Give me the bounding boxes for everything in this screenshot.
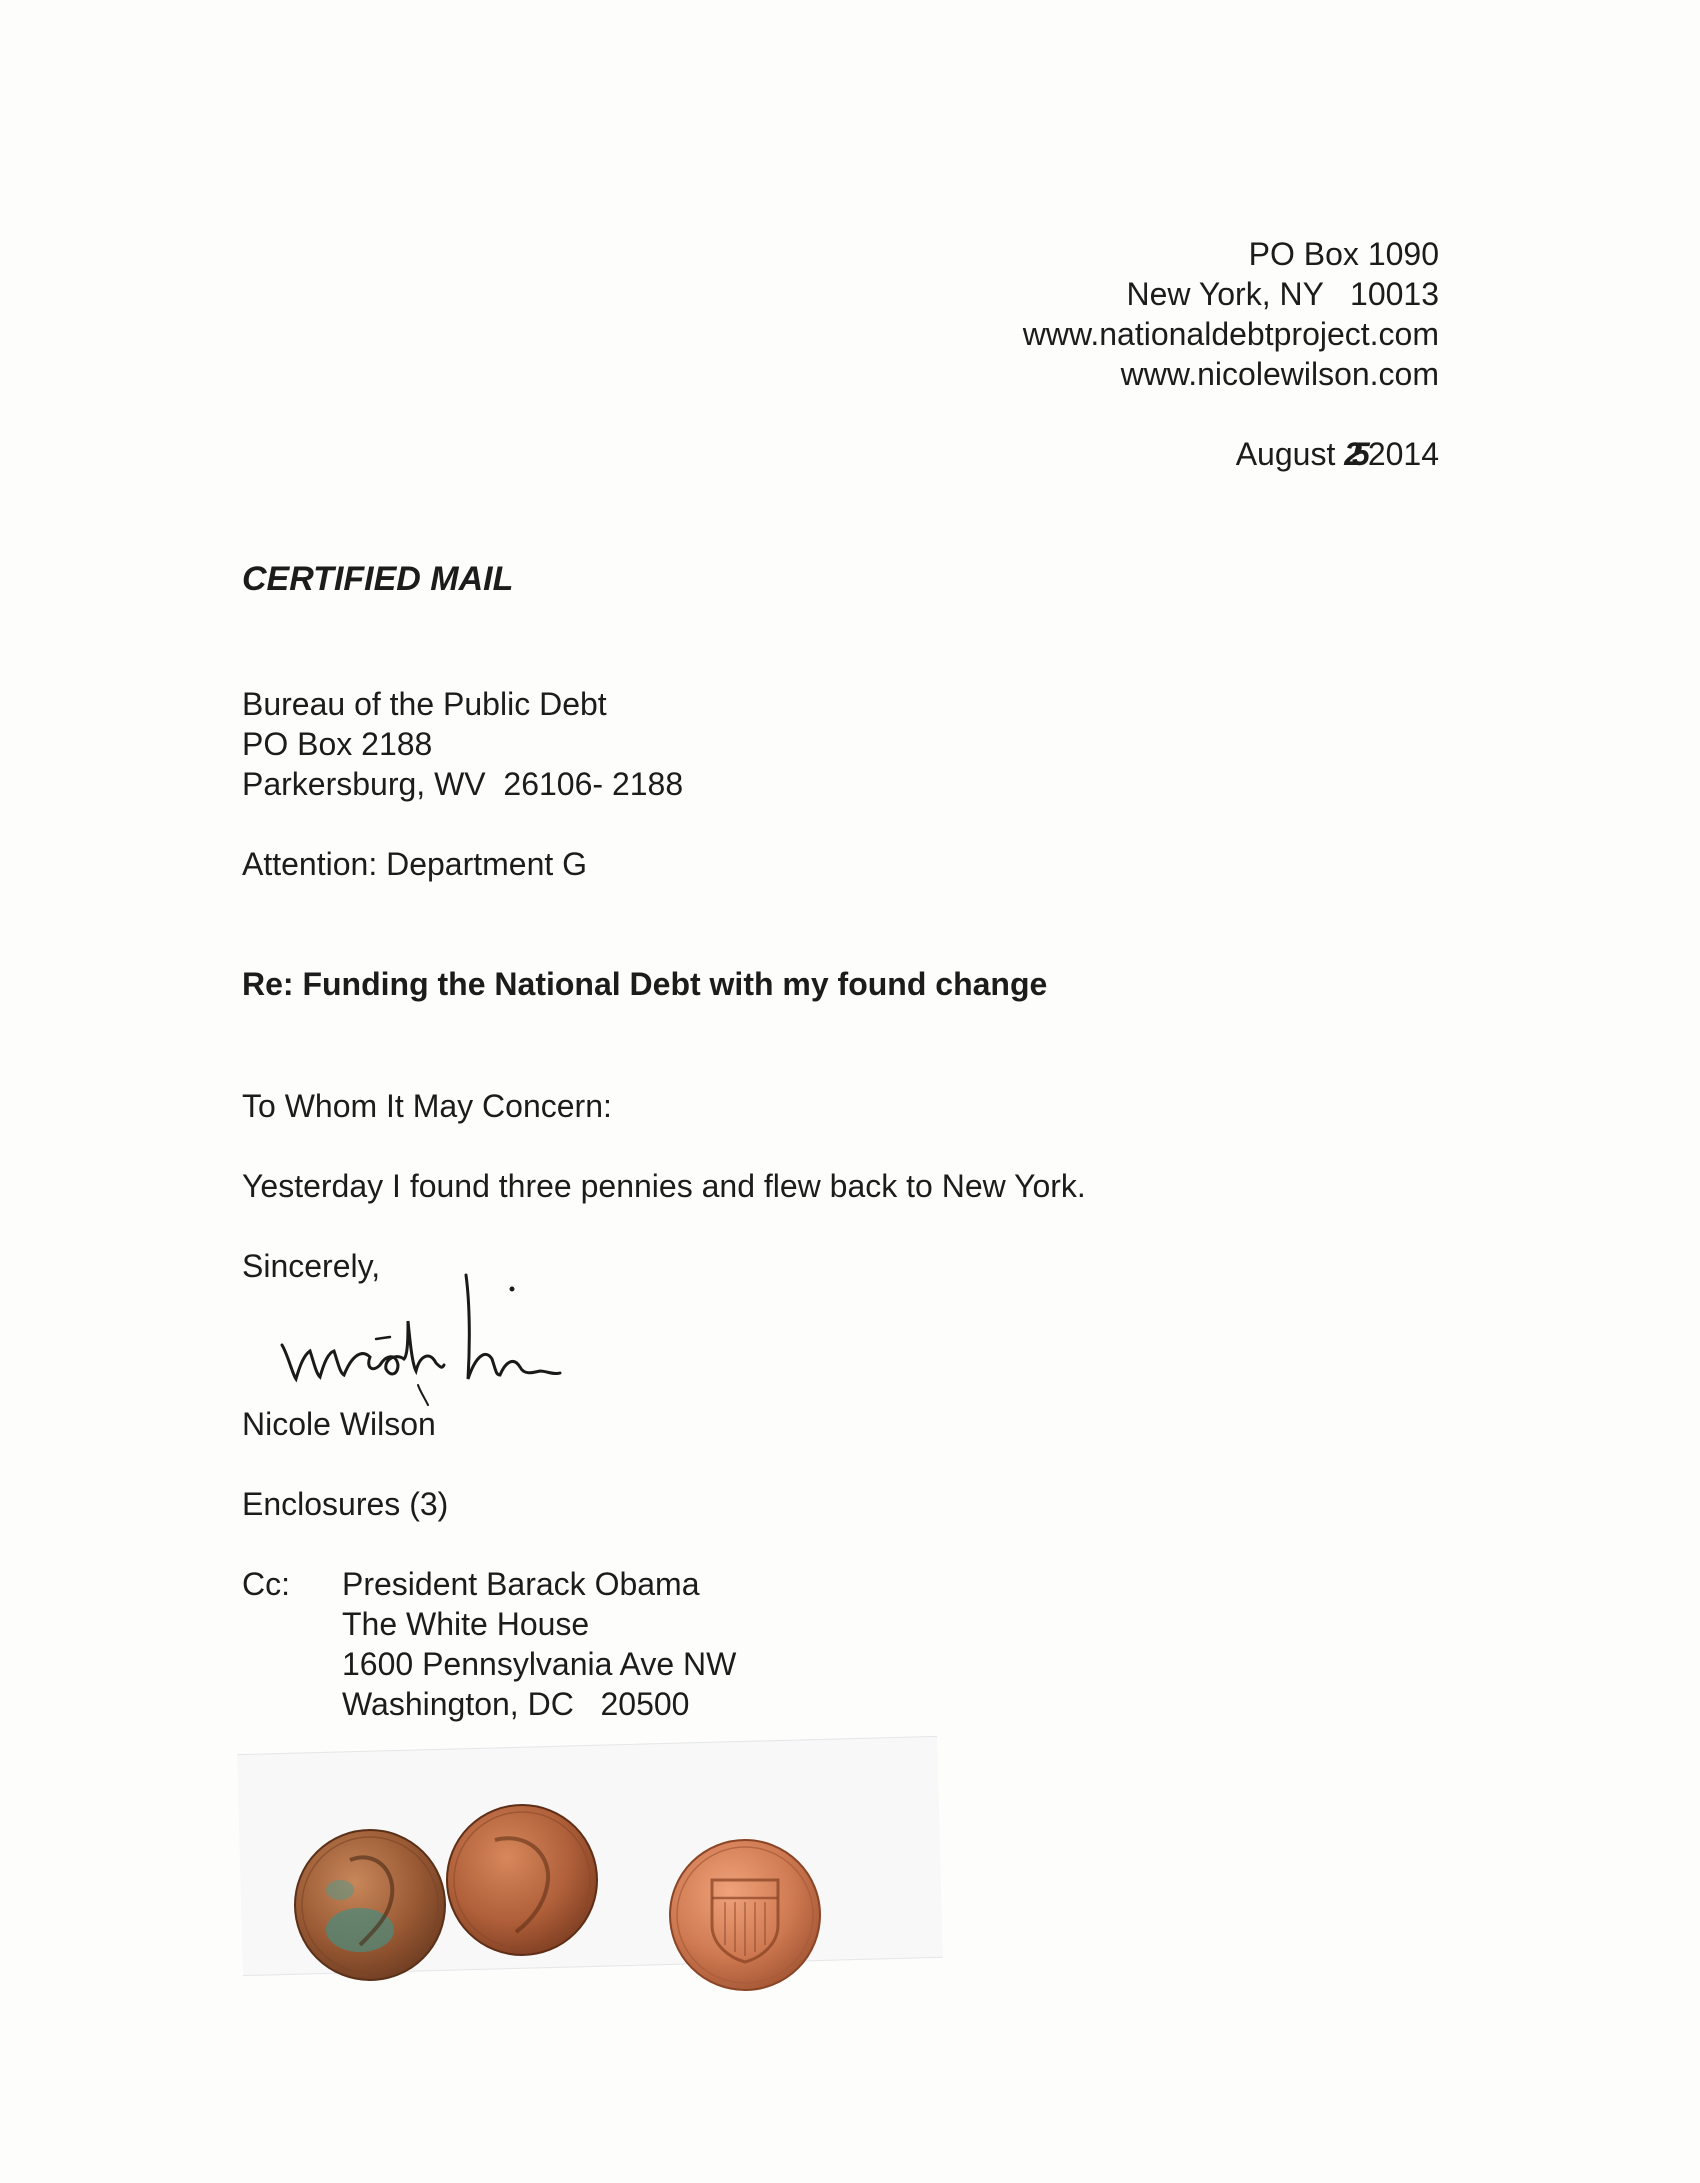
attention-line: Attention: Department G <box>242 846 588 882</box>
recipient-name: Bureau of the Public Debt <box>242 686 607 722</box>
penny-reverse-shield <box>670 1840 820 1990</box>
certified-mail-heading: CERTIFIED MAIL <box>242 560 514 598</box>
recipient-po-box: PO Box 2188 <box>242 726 433 762</box>
closing: Sincerely, <box>242 1248 381 1284</box>
sender-website-personal[interactable]: www.nicolewilson.com <box>1120 356 1439 392</box>
penny-obverse-worn <box>295 1830 445 1980</box>
cc-address <box>342 1564 736 1724</box>
cc-city: Washington, DC 20500 <box>342 1686 690 1722</box>
letter-date <box>1236 434 1439 474</box>
sender-address <box>1023 234 1439 394</box>
date-day: 25 <box>1344 436 1360 472</box>
sender-website-project[interactable]: www.nationaldebtproject.com <box>1022 316 1439 352</box>
signer-name: Nicole Wilson <box>242 1406 436 1442</box>
cc-street: 1600 Pennsylvania Ave NW <box>342 1646 737 1682</box>
date-year: 2014 <box>1367 436 1439 472</box>
salutation: To Whom It May Concern: <box>242 1088 612 1124</box>
enclosures-line: Enclosures (3) <box>242 1486 449 1522</box>
cc-label: Cc: <box>242 1566 290 1602</box>
cc-organization: The White House <box>342 1606 590 1642</box>
recipient-city: Parkersburg, WV 26106- 2188 <box>242 766 684 802</box>
handwritten-signature <box>270 1255 650 1415</box>
subject-line: Re: Funding the National Debt with my found change <box>242 966 1048 1002</box>
sender-city: New York, NY 10013 <box>1126 276 1439 312</box>
body-paragraph: Yesterday I found three pennies and flew back to New York. <box>242 1168 1086 1204</box>
penny-obverse <box>447 1805 597 1955</box>
sender-po-box: PO Box 1090 <box>1248 236 1439 272</box>
enclosed-pennies <box>280 1780 900 2000</box>
date-month: August <box>1235 436 1336 472</box>
cc-name: President Barack Obama <box>342 1566 700 1602</box>
recipient-address <box>242 684 683 804</box>
